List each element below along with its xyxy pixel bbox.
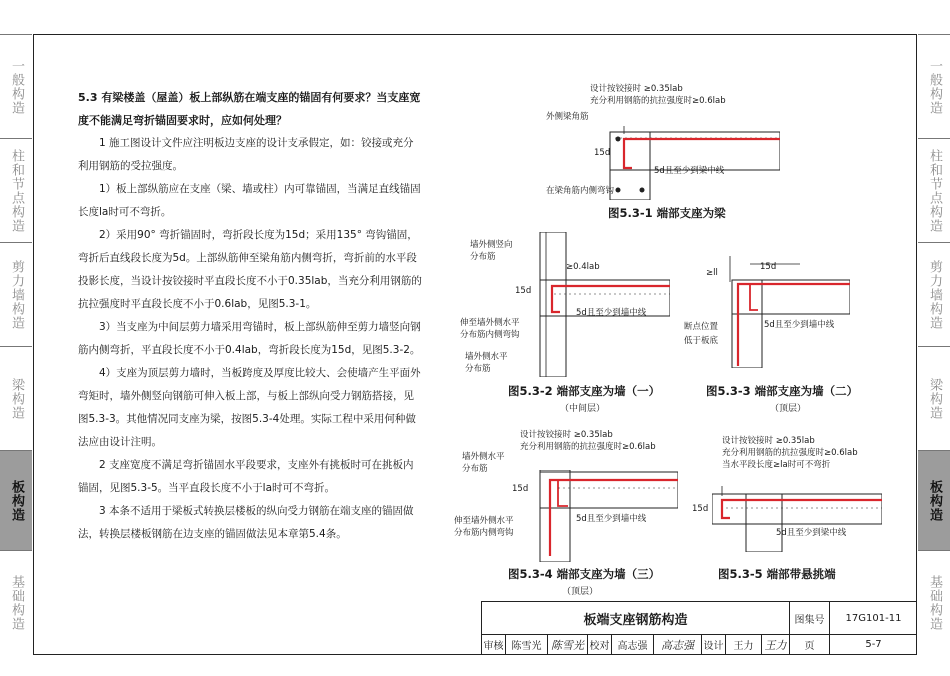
figure-5-3-2-caption: 图5.3-2 端部支座为墙（一） [508, 384, 661, 398]
tab-foundation-right: 基础构造 [918, 550, 950, 655]
figure-5-3-5-caption: 图5.3-5 端部带悬挑端 [718, 567, 836, 581]
paragraph: 4）支座为顶层剪力墙时，当板跨度及厚度比较大、会使墙产生平面外弯矩时，墙外侧竖向钢筋可伸入板上部，与板上部纵向受力钢筋搭接，见图5.3-3。其他情况同支座为梁，按图5.3-4处理。实际工程中采用何种做法应由设计注明。 [78, 367, 421, 448]
paragraph: 3 本条不适用于梁板式转换层楼板的纵向受力钢筋在端支座的锚固做法，转换层楼板钢筋在边支座的锚固做法见本章第5.4条。 [78, 505, 414, 540]
question-heading: 5.3 有梁楼盖（屋盖）板上部纵筋在端支座的锚固有何要求？当支座宽度不能满足弯折锚固要求时，应如何处理？ [78, 91, 421, 127]
f4-label-horiz2: 分布筋 [462, 464, 488, 474]
figure-5-3-3-sub: （顶层） [770, 404, 807, 414]
f1-label-corner: 外侧梁角筋 [546, 112, 589, 122]
f1-label-5d: 5d且至少到梁中线 [654, 166, 725, 176]
f4-label-inner1: 伸至墙外侧水平 [454, 516, 514, 526]
figure-5-3-3-drawing [720, 256, 850, 368]
f2-label-15d: 15d [515, 286, 532, 296]
f4-label-5d: 5d且至少到墙中线 [576, 514, 647, 524]
designer-signature: 王力 [762, 635, 790, 654]
f2-label-horiz1: 墙外侧水平 [465, 352, 508, 362]
reviewer-name: 陈雪光 [506, 635, 548, 654]
f5-note-top1: 设计按铰接时 ≥0.35lab [722, 436, 815, 446]
f5-label-15d: 15d [692, 504, 709, 514]
tab-slab: 板构造 [0, 450, 32, 551]
f4-note-top2: 充分利用钢筋的抗拉强度时≥0.6lab [520, 442, 656, 452]
page-label: 页 [790, 635, 830, 654]
f5-note-top2: 充分利用钢筋的抗拉强度时≥0.6lab [722, 448, 858, 458]
figure-5-3-2-drawing [530, 232, 670, 377]
tab-general-right: 一般构造 [918, 34, 950, 139]
f2-label-wall2: 分布筋 [470, 252, 496, 262]
design-label: 设计 [702, 635, 726, 654]
f5-label-5d: 5d且至少到梁中线 [776, 528, 847, 538]
f3-label-break1: 断点位置 [684, 322, 719, 332]
f4-label-inner2: 分布筋内侧弯钩 [454, 528, 514, 538]
f2-label-horiz2: 分布筋 [465, 364, 491, 374]
f3-label-15d: 15d [760, 262, 777, 272]
figure-5-3-4-sub: （顶层） [562, 587, 599, 597]
f2-label-inner1: 伸至墙外侧水平 [460, 318, 520, 328]
atlas-label: 图集号 [790, 602, 830, 634]
tab-column: 柱和节点构造 [0, 138, 32, 243]
f2-label-04: ≥0.4lab [566, 262, 600, 272]
tab-shearwall: 剪力墙构造 [0, 242, 32, 347]
paragraph: 1）板上部纵筋应在支座（梁、墙或柱）内可靠锚固，当满足直线锚固长度la时可不弯折。 [78, 183, 421, 218]
tab-beam: 梁构造 [0, 346, 32, 451]
paragraph: 1 施工图设计文件应注明板边支座的设计支承假定，如：铰接或充分利用钢筋的受拉强度。 [78, 137, 414, 172]
page-number: 5-7 [865, 639, 882, 650]
f1-note-top2: 充分利用钢筋的抗拉强度时≥0.6lab [590, 96, 726, 106]
f1-label-bottom: 在梁角筋内侧弯钩 [546, 186, 615, 196]
paragraph: 2 支座宽度不满足弯折锚固水平段要求，支座外有挑板时可在挑板内锚固，见图5.3-5。当平直段长度不小于la时可不弯折。 [78, 459, 414, 494]
tab-general: 一般构造 [0, 34, 32, 139]
f3-label-5d: 5d且至少到墙中线 [764, 320, 835, 330]
f1-note-top1: 设计按铰接时 ≥0.35lab [590, 84, 683, 94]
title-block [481, 601, 917, 654]
checker-name: 高志强 [612, 635, 654, 654]
f2-label-5d: 5d且至少到墙中线 [576, 308, 647, 318]
f3-label-break2: 低于板底 [684, 336, 719, 346]
figure-5-3-3-caption: 图5.3-3 端部支座为墙（二） [706, 384, 859, 398]
paragraph: 2）采用90° 弯折锚固时，弯折段长度为15d；采用135° 弯钩锚固，弯折后直线段长度为5d。上部纵筋伸至梁角筋内侧弯折，弯折前的水平段投影长度，当设计按铰接时平直段长度不小于0.35lab，当充分利用钢筋的抗拉强度时平直段长度不小于0.6lab，见图5.3-1。 [78, 229, 422, 310]
tab-column-right: 柱和节点构造 [918, 138, 950, 243]
paragraph: 3）当支座为中间层剪力墙采用弯锚时，板上部纵筋伸至剪力墙竖向钢筋内侧弯折，平直段长度不小于0.4lab，弯折段长度为15d，见图5.3-2。 [78, 321, 421, 356]
drawing-title: 板端支座钢筋构造 [482, 602, 790, 634]
tab-foundation: 基础构造 [0, 550, 32, 655]
text-block [78, 86, 422, 546]
figure-5-3-5-drawing [712, 482, 882, 552]
f2-label-wall: 墙外侧竖向 [470, 240, 513, 250]
tab-slab-right: 板构造 [918, 450, 950, 551]
figure-5-3-1-caption: 图5.3-1 端部支座为梁 [608, 206, 726, 220]
tab-shearwall-right: 剪力墙构造 [918, 242, 950, 347]
f4-label-15d: 15d [512, 484, 529, 494]
checker-signature: 高志强 [654, 635, 702, 654]
f1-label-15d: 15d [594, 148, 611, 158]
f2-label-inner2: 分布筋内侧弯钩 [460, 330, 520, 340]
atlas-number: 17G101-11 [845, 612, 902, 624]
f4-label-horiz1: 墙外侧水平 [462, 452, 505, 462]
reviewer-signature: 陈雪光 [548, 635, 588, 654]
figure-5-3-2-sub: （中间层） [560, 404, 606, 414]
review-label: 审核 [482, 635, 506, 654]
f3-label-ll: ≥ll [706, 268, 718, 278]
check-label: 校对 [588, 635, 612, 654]
designer-name: 王力 [726, 635, 762, 654]
f5-note-top3: 当水平段长度≥la时可不弯折 [722, 460, 831, 470]
f4-note-top1: 设计按铰接时 ≥0.35lab [520, 430, 613, 440]
tab-beam-right: 梁构造 [918, 346, 950, 451]
figure-5-3-4-caption: 图5.3-4 端部支座为墙（三） [508, 567, 661, 581]
